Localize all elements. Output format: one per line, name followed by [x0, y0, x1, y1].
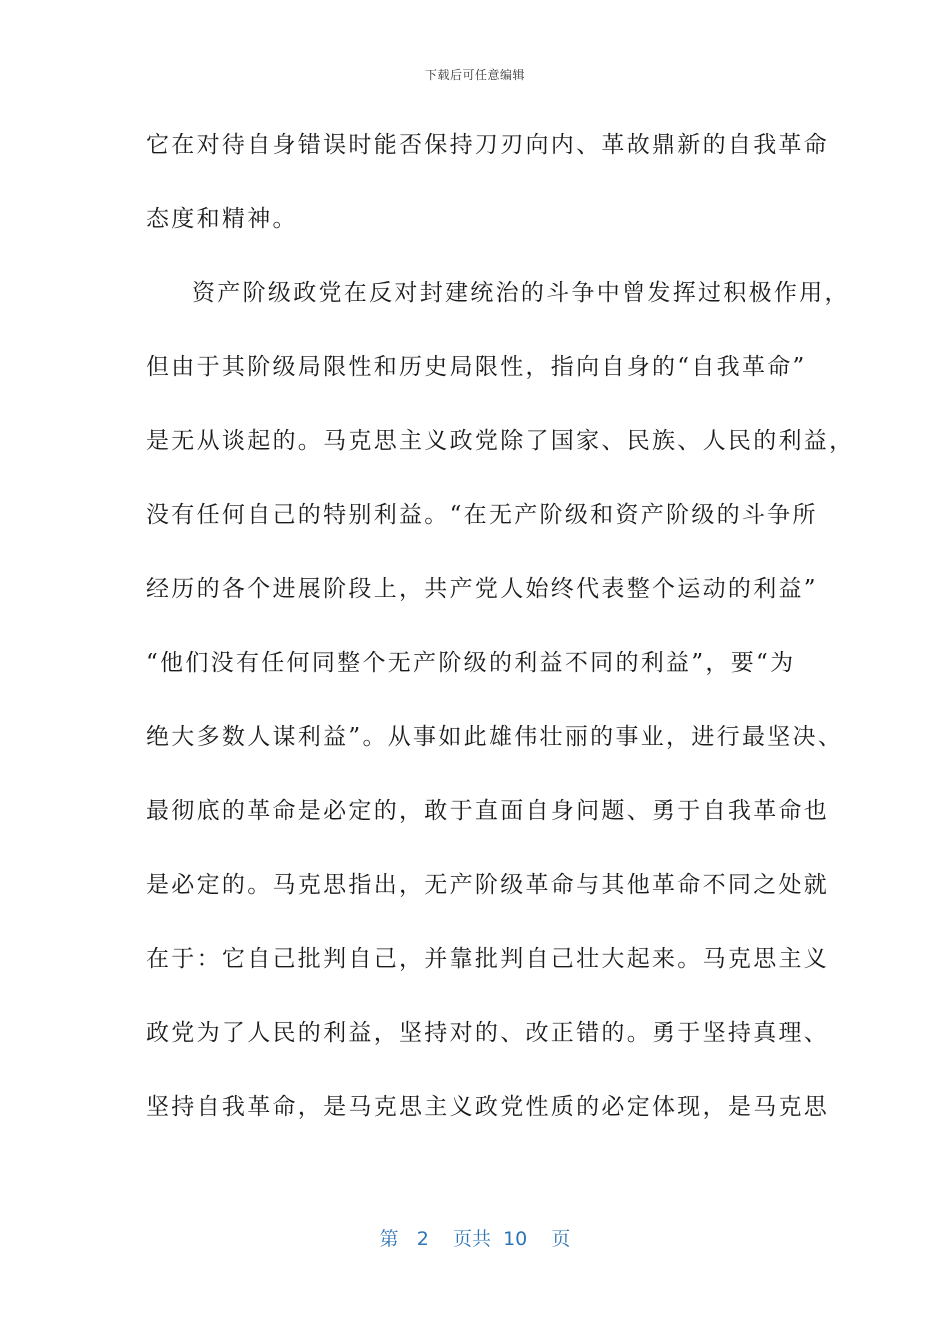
- text-line: 是必定的。马克思指出，无产阶级革命与其他革命不同之处就: [146, 872, 830, 898]
- text-line: “他们没有任何同整个无产阶级的利益不同的利益”，要“为: [146, 650, 796, 676]
- text-line: 最彻底的革命是必定的，敢于直面自身问题、勇于自我革命也: [146, 798, 830, 824]
- page-footer: [0, 1224, 950, 1251]
- text-line: 资产阶级政党在反对封建统治的斗争中曾发挥过积极作用，: [192, 280, 850, 306]
- text-line: 政党为了人民的利益，坚持对的、改正错的。勇于坚持真理、: [146, 1020, 830, 1046]
- footer-middle: 页共: [452, 1228, 491, 1250]
- footer-prefix: 第: [379, 1228, 399, 1250]
- text-line: 在于：它自己批判自己，并靠批判自己壮大起来。马克思主义: [146, 946, 830, 972]
- page-header: 下载后可任意编辑: [424, 68, 525, 82]
- text-line: 绝大多数人谋利益”。从事如此雄伟壮丽的事业，进行最坚决、: [146, 724, 844, 750]
- text-line: 态度和精神。: [146, 206, 298, 232]
- footer-suffix: 页: [551, 1228, 571, 1250]
- total-page-count: 10: [503, 1228, 528, 1250]
- document-body: [146, 121, 855, 1157]
- current-page-number: 2: [416, 1228, 429, 1250]
- text-line: 它在对待自身错误时能否保持刀刃向内、革故鼎新的自我革命: [146, 132, 830, 158]
- text-line: 坚持自我革命，是马克思主义政党性质的必定体现，是马克思: [146, 1094, 830, 1120]
- text-line: 没有任何自己的特别利益。“在无产阶级和资产阶级的斗争所: [146, 502, 818, 528]
- text-line: 是无从谈起的。马克思主义政党除了国家、民族、人民的利益，: [146, 428, 855, 454]
- text-line: 经历的各个进展阶段上，共产党人始终代表整个运动的利益”: [146, 576, 818, 602]
- text-line: 但由于其阶级局限性和历史局限性，指向自身的“自我革命”: [146, 354, 807, 380]
